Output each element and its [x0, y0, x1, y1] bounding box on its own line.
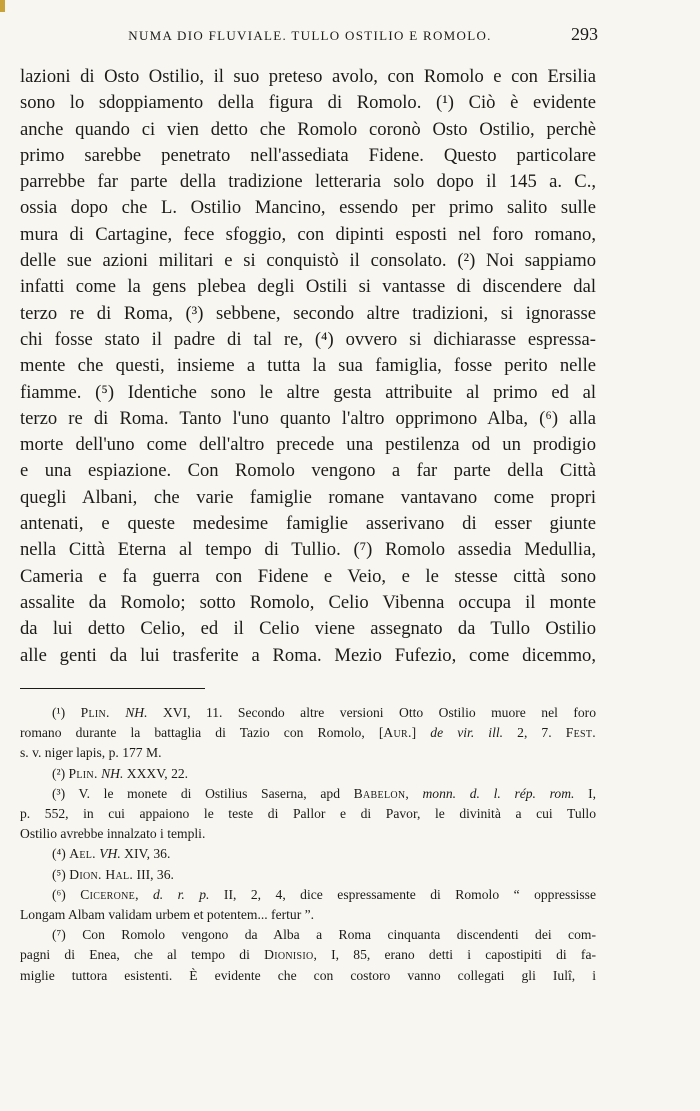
text-line: nella Città Eterna al tempo di Tullio. (⁷) Romolo assedia Medullia, — [20, 539, 596, 561]
text-line: chi fosse stato il padre di tal re, (⁴) ovvero si dichiarasse espressa- — [20, 328, 596, 350]
footnote-7-line: pagni di Enea, che al tempo di Dionisio, I, 85, erano detti i capostipiti di fa- — [20, 947, 597, 963]
text-line: delle sue azioni militari e si conquistò il consolato. (²) Noi sappiamo — [20, 250, 596, 272]
text-line: fiamme. (⁵) Identiche sono le altre gesta attribuite al primo ed al — [20, 381, 596, 403]
text-line: infatti come la gens plebea degli Ostili si vantasse di discendere dal — [20, 276, 596, 298]
footnote-2-line: (²) Plin. NH. XXXV, 22. — [52, 765, 189, 781]
text-line: anche quando ci vien detto che Romolo coronò Osto Ostilio, perchè — [20, 118, 596, 140]
footnote-1-line: s. v. niger lapis, p. 177 M. — [20, 745, 162, 761]
text-line: terzo re di Roma, (³) sebbene, secondo altre tradizioni, si ignorasse — [20, 302, 596, 324]
text-line: ossia dopo che L. Ostilio Mancino, essendo per primo salito sulle — [20, 197, 596, 219]
text-line: antenati, e queste medesime famiglie asserivano di esser giunte — [20, 513, 596, 535]
text-line: primo sarebbe penetrato nell'assediata Fidene. Questo particolare — [20, 144, 596, 166]
footnote-7-line: miglie tuttora esistenti. È evidente che con costoro vanno collegati gli Iulî, i — [20, 967, 596, 983]
footnote-3-line: p. 552, in cui appaiono le teste di Pallor e di Pavor, le divinità a cui Tullo — [20, 806, 596, 822]
text-line: terzo re di Roma. Tanto l'uno quanto l'altro opprimono Alba, (⁶) alla — [20, 407, 596, 429]
footnote-1-line: (¹) Plin. NH. XVI, 11. Secondo altre versioni Otto Ostilio muore nel foro — [52, 705, 597, 720]
footnote-6-line: (⁶) Cicerone, d. r. p. II, 2, 4, dice espressamente di Romolo “ oppressisse — [52, 886, 597, 902]
text-line: alle genti da lui trasferite a Roma. Mezio Fufezio, come dicemmo, — [20, 644, 596, 666]
text-line: e una espiazione. Con Romolo vengono a far parte della Città — [20, 460, 596, 482]
corner-mark — [0, 0, 5, 12]
footnote-6-line: Longam Albam validam urbem et potentem... fertur ”. — [20, 907, 315, 923]
text-line: sono lo sdoppiamento della figura di Romolo. (¹) Ciò è evidente — [20, 92, 596, 114]
text-line: quegli Albani, che varie famiglie romane vantavano come propri — [20, 486, 596, 508]
footnotes — [20, 703, 596, 986]
footnote-7-line: (⁷) Con Romolo vengono da Alba a Roma cinquanta discendenti dei com- — [52, 927, 596, 943]
footnote-3-line: Ostilio avrebbe innalzato i templi. — [20, 826, 206, 842]
page-number: 293 — [571, 24, 598, 44]
footnote-rule — [20, 688, 205, 689]
text-line: assalite da Romolo; sotto Romolo, Celio Vibenna occupa il monte — [20, 591, 596, 613]
text-line: morte dell'uno come dell'altro precede una pestilenza od un prodigio — [20, 434, 596, 456]
text-line: lazioni di Osto Ostilio, il suo preteso avolo, con Romolo e con Ersilia — [20, 66, 596, 87]
footnote-5-line: (⁵) Dion. Hal. III, 36. — [52, 866, 174, 882]
running-header — [20, 28, 600, 44]
footnote-3-line: (³) V. le monete di Ostilius Saserna, apd Babelon, monn. d. l. rép. rom. I, — [52, 785, 597, 801]
text-line: Cameria e fa guerra con Fidene e Veio, e le stesse città sono — [20, 565, 596, 587]
footnote-1-line: romano durante la battaglia di Tazio con Romolo, [Aur.] de vir. ill. 2, 7. Fest. — [20, 725, 596, 741]
running-title: NUMA DIO FLUVIALE. TULLO OSTILIO E ROMOLO. — [128, 28, 492, 43]
text-line: parrebbe far parte della tradizione letteraria solo dopo il 145 a. C., — [20, 171, 596, 193]
footnote-4-line: (⁴) Ael. VH. XIV, 36. — [52, 846, 171, 862]
text-line: da lui detto Celio, ed il Celio viene assegnato da Tullo Ostilio — [20, 618, 596, 640]
main-text — [20, 64, 596, 669]
text-line: mente che questi, insieme a tutta la sua famiglia, fosse perito nelle — [20, 355, 596, 377]
text-line: mura di Cartagine, fece sfoggio, con dipinti esposti nel foro romano, — [20, 223, 596, 245]
